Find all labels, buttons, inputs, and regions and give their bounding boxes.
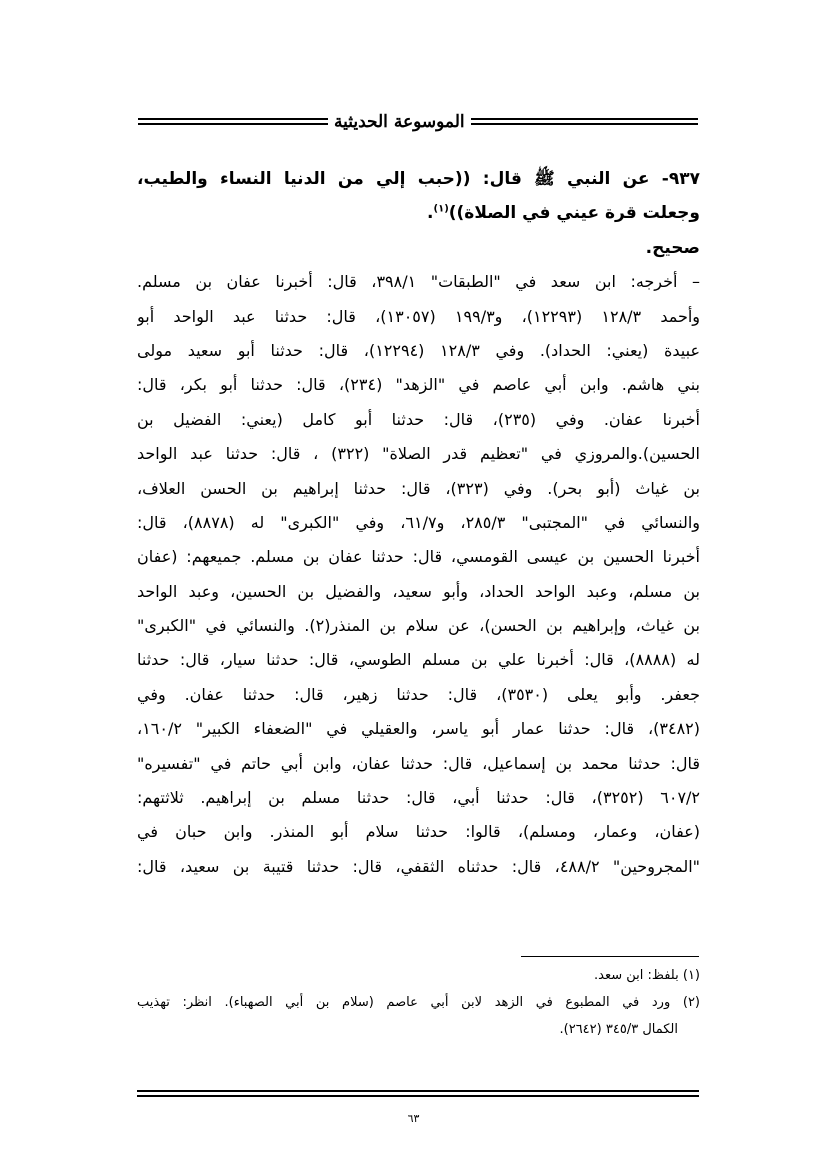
hadith-line-2-text: وجعلت قرة عيني في الصلاة)) (448, 203, 700, 224)
takhrij-line: جعفر. وأبو يعلى (٣٥٣٠)، قال: حدثنا زهير، قال: حدثنا عفان. وفي (137, 684, 700, 704)
takhrij-line: "المجروحين" ٤٨٨/٢، قال: حدثناه الثقفي، قال: حدثنا قتيبة بن سعيد، قال: (137, 856, 700, 876)
footnotes (137, 962, 700, 1043)
takhrij-line: الحسين).والمروزي في "تعظيم قدر الصلاة" (٣٢٢) ، قال: حدثنا عبد الواحد (137, 444, 700, 464)
hadith-grade: صحيح. (645, 237, 700, 258)
running-header (138, 113, 698, 133)
takhrij-line: عبيدة (يعني: الحداد). وفي ١٢٨/٣ (١٢٢٩٤)، قال: حدثنا أبو سعيد مولى (137, 340, 700, 360)
takhrij-line: – أخرجه: ابن سعد في "الطبقات" ٣٩٨/١، قال: أخبرنا عفان بن مسلم. (137, 272, 700, 292)
takhrij-line: والنسائي في "المجتبى" ٢٨٥/٣، و٦١/٧، وفي "الكبرى" له (٨٨٧٨)، قال: (137, 512, 700, 532)
takhrij-line: بن مسلم، وعبد الواحد الحداد، وأبو سعيد، والفضيل بن الحسين، وعبد الواحد (137, 581, 700, 601)
footnote-2-line-1: (٢) ورد في المطبوع في الزهد لابن أبي عاصم (سلام بن أبي الصهباء). انظر: تهذيب (137, 995, 700, 1010)
takhrij-line: بن غياث (أبو بحر). وفي (٣٢٣)، قال: حدثنا إبراهيم بن الحسن العلاف، (137, 478, 700, 498)
footnote-1: (١) بلفظ: ابن سعد. (594, 968, 700, 983)
footnote-2-line-2: الكمال ٣٤٥/٣ (٢٦٤٢). (559, 1022, 678, 1037)
footnote-ref-1: (١) (433, 203, 449, 215)
footer-rule-bottom (137, 1095, 699, 1097)
hadith-line-1: ٩٣٧- عن النبي ﷺ قال: ((حبب إلي من الدنيا النساء والطيب، (137, 169, 700, 189)
takhrij-line: (٣٤٨٢)، قال: حدثنا عمار أبو ياسر، والعقيلي في "الضعفاء الكبير" ١٦٠/٢، (137, 719, 700, 739)
hadith-line-2-end: . (427, 203, 434, 224)
takhrij-line: بن غياث، وإبراهيم بن الحسن)، عن سلام بن المنذر(٢). والنسائي في "الكبرى" (137, 616, 700, 636)
takhrij-line: وأحمد ١٢٨/٣ (١٢٢٩٣)، و١٩٩/٣ (١٣٠٥٧)، قال: حدثنا عبد الواحد أبو (137, 306, 700, 326)
takhrij-line: له (٨٨٨٨)، قال: أخبرنا علي بن مسلم الطوسي، قال: حدثنا سيار، قال: حدثنا (137, 650, 700, 670)
footer-rule-top (137, 1090, 699, 1092)
takhrij-line: قال: حدثنا محمد بن إسماعيل، قال: حدثنا عفان، وابن أبي حاتم في "تفسيره" (137, 753, 700, 773)
footnote-separator (521, 956, 699, 957)
takhrij-line: بني هاشم. وابن أبي عاصم في "الزهد" (٢٣٤)، قال: حدثنا أبو بكر، قال: (137, 375, 700, 395)
page-number: ٦٣ (407, 1112, 420, 1125)
takhrij-line: أخبرنا الحسين بن عيسى القومسي، قال: حدثنا عفان بن مسلم. جميعهم: (عفان (137, 547, 700, 567)
hadith-line-2 (137, 196, 700, 230)
header-title: الموسوعة الحديثية (328, 109, 471, 135)
takhrij-line: ٦٠٧/٢ (٣٢٥٢)، قال: حدثنا أبي، قال: حدثنا مسلم بن إبراهيم. ثلاثتهم: (137, 788, 700, 808)
takhrij-line: (عفان، وعمار، ومسلم)، قالوا: حدثنا سلام أبو المنذر. وابن حبان في (137, 822, 700, 842)
takhrij-line: أخبرنا عفان. وفي (٢٣٥)، قال: حدثنا أبو كامل (يعني: الفضيل بن (137, 409, 700, 429)
main-text (137, 162, 700, 884)
